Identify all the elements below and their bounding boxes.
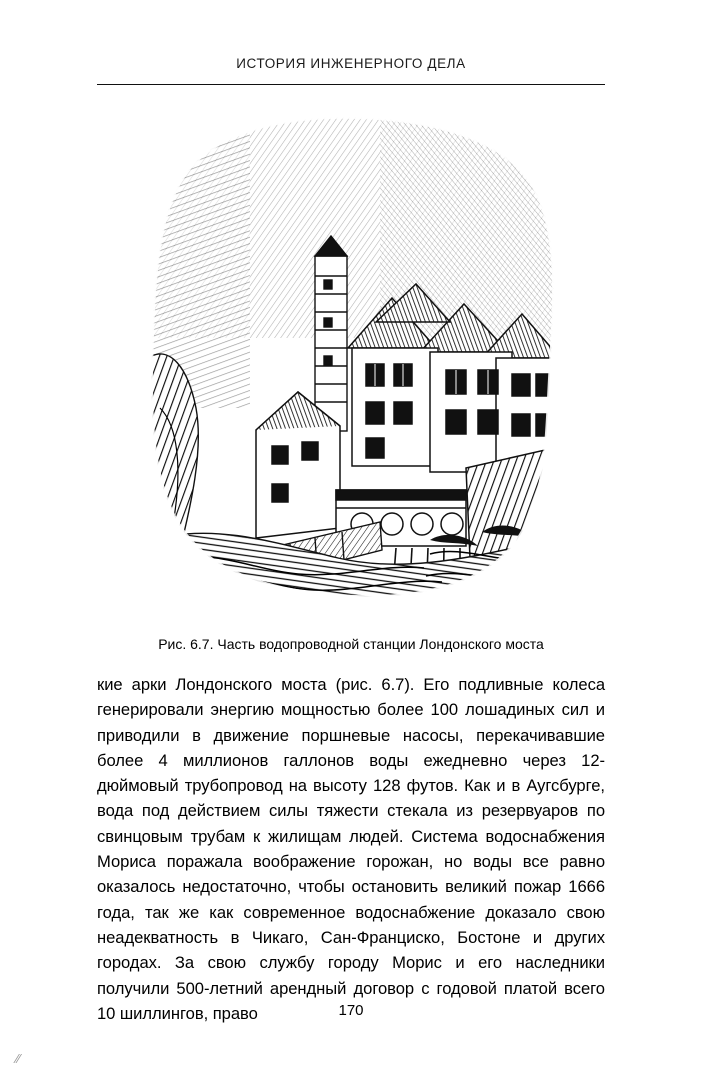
body-paragraph: кие арки Лондонского моста (рис. 6.7). Его подливные колеса генерировали энергию мощностью более 100 лошадиных сил и приводили в движение поршневые насосы, перекачивавшие более 4 миллионов галлонов воды ежедневно через 12-дюймовый трубопровод на высоту 128 футов. Как и в Аугсбурге, вода под действием силы тяжести стекала из резервуаров по свинцовым трубам к жилищам людей. Система водоснабжения Мориса поражала воображение горожан, но воды все равно оказалось недостаточно, чтобы остановить великий пожар 1666 года, так же как современное водоснабжение доказало свою неадекватность в Чикаго, Сан-Франциско, Бостоне и других городах. За свою службу городу Морис и его наследники получили 500-летний арендный договор с годовой платой всего 10 шиллингов, право bbox=[97, 675, 605, 1023]
body-text-block bbox=[97, 672, 605, 1026]
figure-illustration bbox=[130, 108, 570, 618]
figure-caption: Рис. 6.7. Часть водопроводной станции Лондонского моста bbox=[158, 636, 544, 652]
page-number: 170 bbox=[338, 1002, 364, 1019]
running-head: ИСТОРИЯ ИНЖЕНЕРНОГО ДЕЛА bbox=[236, 56, 466, 71]
corner-mark: ⁄⁄ bbox=[16, 1051, 21, 1066]
engraving-illustration bbox=[130, 108, 570, 618]
header-divider bbox=[97, 84, 605, 85]
